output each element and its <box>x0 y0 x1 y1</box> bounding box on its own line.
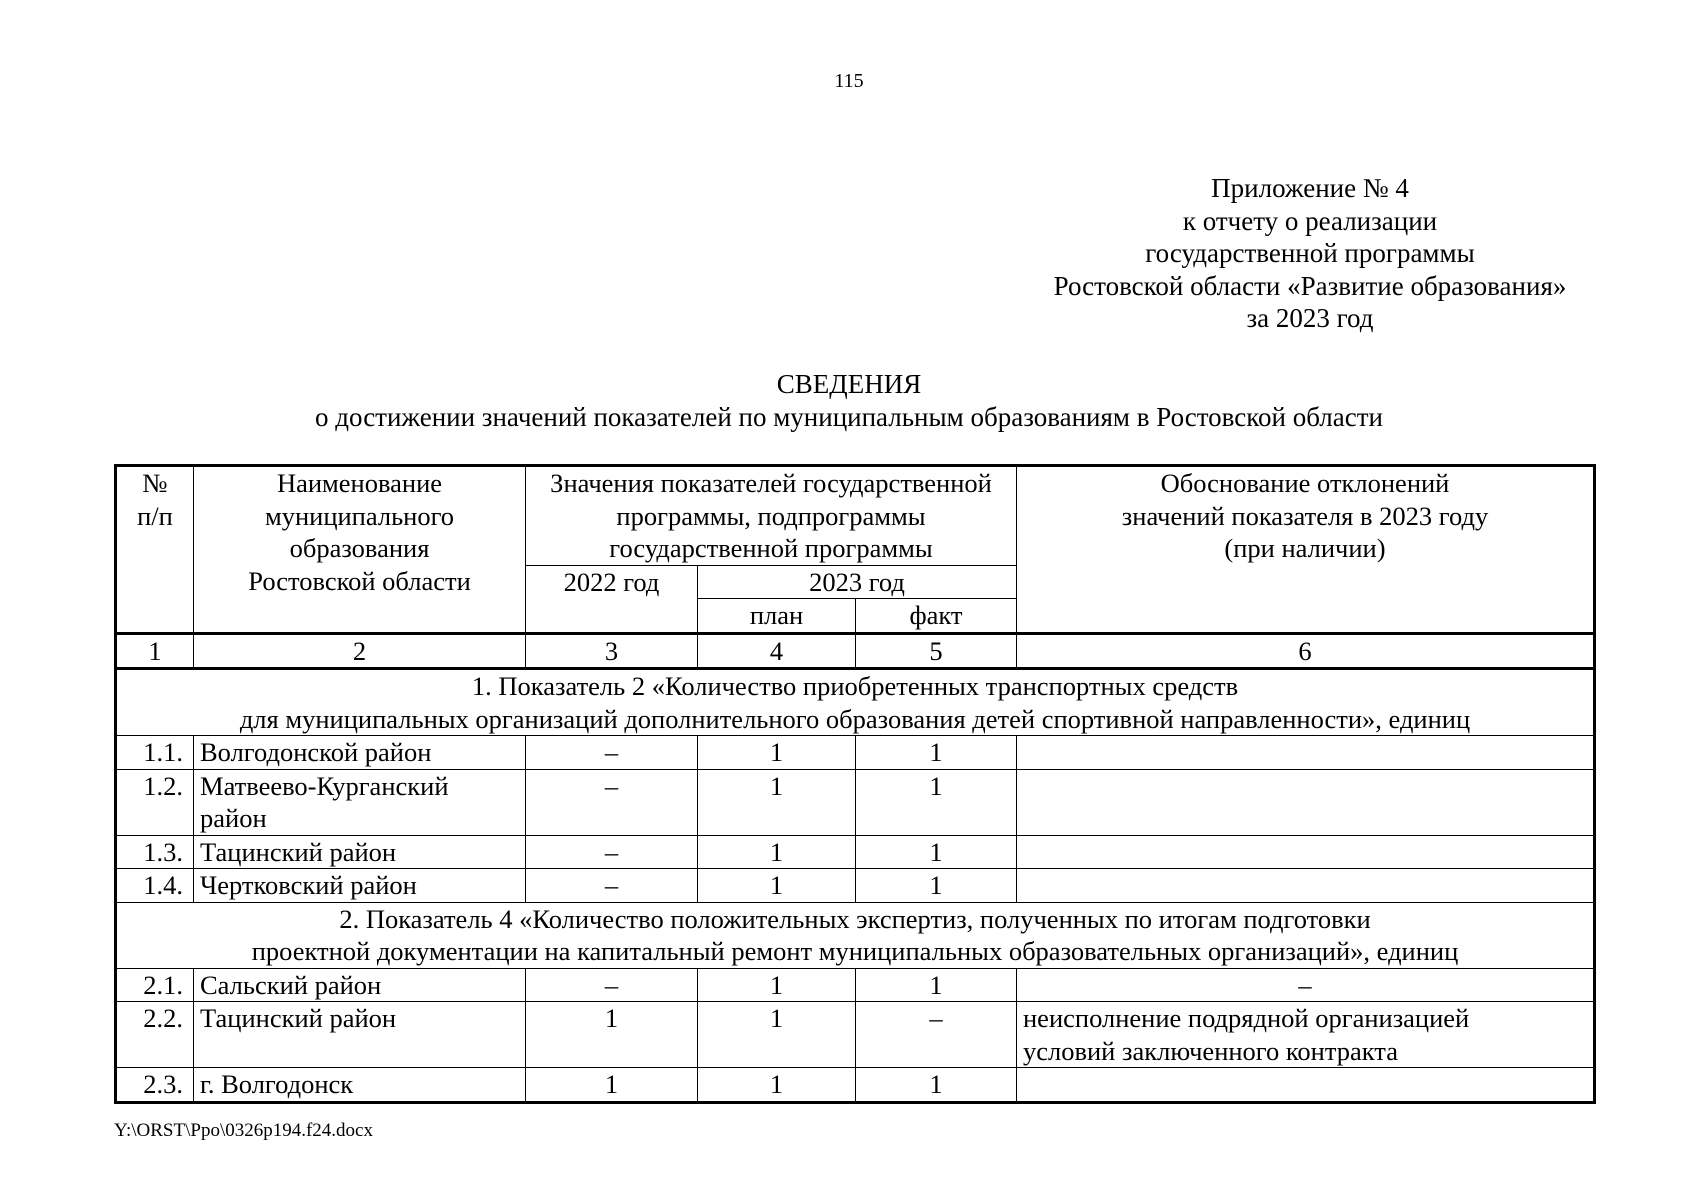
row-justification <box>1017 769 1595 835</box>
header-num: № п/п <box>116 466 194 634</box>
row-value-plan: 1 <box>698 1068 856 1103</box>
table-row <box>116 769 1595 835</box>
row-number: 1.4. <box>116 869 194 903</box>
header-name: Наименование муниципального образования Ростовской области <box>194 466 526 634</box>
page-number: 115 <box>834 70 864 92</box>
row-value-fact: 1 <box>856 968 1017 1002</box>
header-2022: 2022 год <box>526 565 698 633</box>
section-title: 1. Показатель 2 «Количество приобретенных транспортных средств для муниципальных организаций дополнительного образования детей спортивной направленности», единиц <box>116 669 1595 736</box>
row-number: 2.2. <box>116 1002 194 1068</box>
row-value-plan: 1 <box>698 869 856 903</box>
row-value-2022: – <box>526 736 698 770</box>
row-value-2022: – <box>526 835 698 869</box>
appendix-line: к отчету о реализации <box>1182 205 1438 236</box>
appendix-line: Ростовской области «Развитие образования» <box>1053 270 1567 301</box>
row-number: 2.1. <box>116 968 194 1002</box>
table-row <box>116 1002 1595 1068</box>
section-header-row <box>116 902 1595 968</box>
row-value-plan: 1 <box>698 835 856 869</box>
row-value-fact: 1 <box>856 736 1017 770</box>
row-justification <box>1017 869 1595 903</box>
row-number: 1.1. <box>116 736 194 770</box>
row-municipality: г. Волгодонск <box>194 1068 526 1103</box>
row-value-2022: – <box>526 769 698 835</box>
row-value-fact: 1 <box>856 869 1017 903</box>
row-value-2022: – <box>526 869 698 903</box>
appendix-block <box>1020 172 1600 335</box>
row-municipality: Чертковский район <box>194 869 526 903</box>
row-justification <box>1017 835 1595 869</box>
row-value-plan: 1 <box>698 1002 856 1068</box>
header-2023: 2023 год <box>698 565 1017 599</box>
heading-title: СВЕДЕНИЯ <box>776 369 922 399</box>
table-row <box>116 1068 1595 1103</box>
table-row <box>116 968 1595 1002</box>
heading-subtitle: о достижении значений показателей по муниципальным образованиям в Ростовской области <box>315 401 1383 432</box>
row-number: 1.2. <box>116 769 194 835</box>
row-value-plan: 1 <box>698 968 856 1002</box>
row-value-plan: 1 <box>698 769 856 835</box>
header-fact: факт <box>856 599 1017 634</box>
column-number: 1 <box>116 633 194 669</box>
row-municipality: Сальский район <box>194 968 526 1002</box>
row-municipality: Матвеево-Курганский район <box>194 769 526 835</box>
column-number: 4 <box>698 633 856 669</box>
row-number: 2.3. <box>116 1068 194 1103</box>
row-value-2022: 1 <box>526 1002 698 1068</box>
row-value-2022: – <box>526 968 698 1002</box>
appendix-line: за 2023 год <box>1246 303 1374 333</box>
row-value-fact: 1 <box>856 1068 1017 1103</box>
row-value-2022: 1 <box>526 1068 698 1103</box>
report-table <box>114 464 1596 1104</box>
column-number: 5 <box>856 633 1017 669</box>
column-number: 3 <box>526 633 698 669</box>
row-number: 1.3. <box>116 835 194 869</box>
footer-file-path: Y:\ORST\Ppo\0326p194.f24.docx <box>114 1120 373 1141</box>
header-plan: план <box>698 599 856 634</box>
row-justification <box>1017 736 1595 770</box>
table-row <box>116 835 1595 869</box>
row-value-plan: 1 <box>698 736 856 770</box>
header-justification: Обоснование отклонений значений показателя в 2023 году (при наличии) <box>1017 466 1595 634</box>
row-value-fact: 1 <box>856 769 1017 835</box>
row-justification: неисполнение подрядной организацией условий заключенного контракта <box>1017 1002 1595 1068</box>
section-title: 2. Показатель 4 «Количество положительных экспертиз, полученных по итогам подготовки проектной документации на капитальный ремонт муниципальных образовательных организаций», единиц <box>116 902 1595 968</box>
document-heading <box>0 368 1698 433</box>
column-numbers-row <box>116 633 1595 669</box>
appendix-line: Приложение № 4 <box>1211 173 1409 203</box>
row-value-fact: – <box>856 1002 1017 1068</box>
table-row <box>116 869 1595 903</box>
row-municipality: Тацинский район <box>194 835 526 869</box>
row-justification <box>1017 1068 1595 1103</box>
row-municipality: Тацинский район <box>194 1002 526 1068</box>
appendix-line: государственной программы <box>1145 238 1475 268</box>
column-number: 6 <box>1017 633 1595 669</box>
row-municipality: Волгодонской район <box>194 736 526 770</box>
row-value-fact: 1 <box>856 835 1017 869</box>
section-header-row <box>116 669 1595 736</box>
column-number: 2 <box>194 633 526 669</box>
table-row <box>116 736 1595 770</box>
header-values: Значения показателей государственной программы, подпрограммы государственной программы <box>526 466 1017 566</box>
row-justification: – <box>1017 968 1595 1002</box>
header-row <box>116 466 1595 566</box>
